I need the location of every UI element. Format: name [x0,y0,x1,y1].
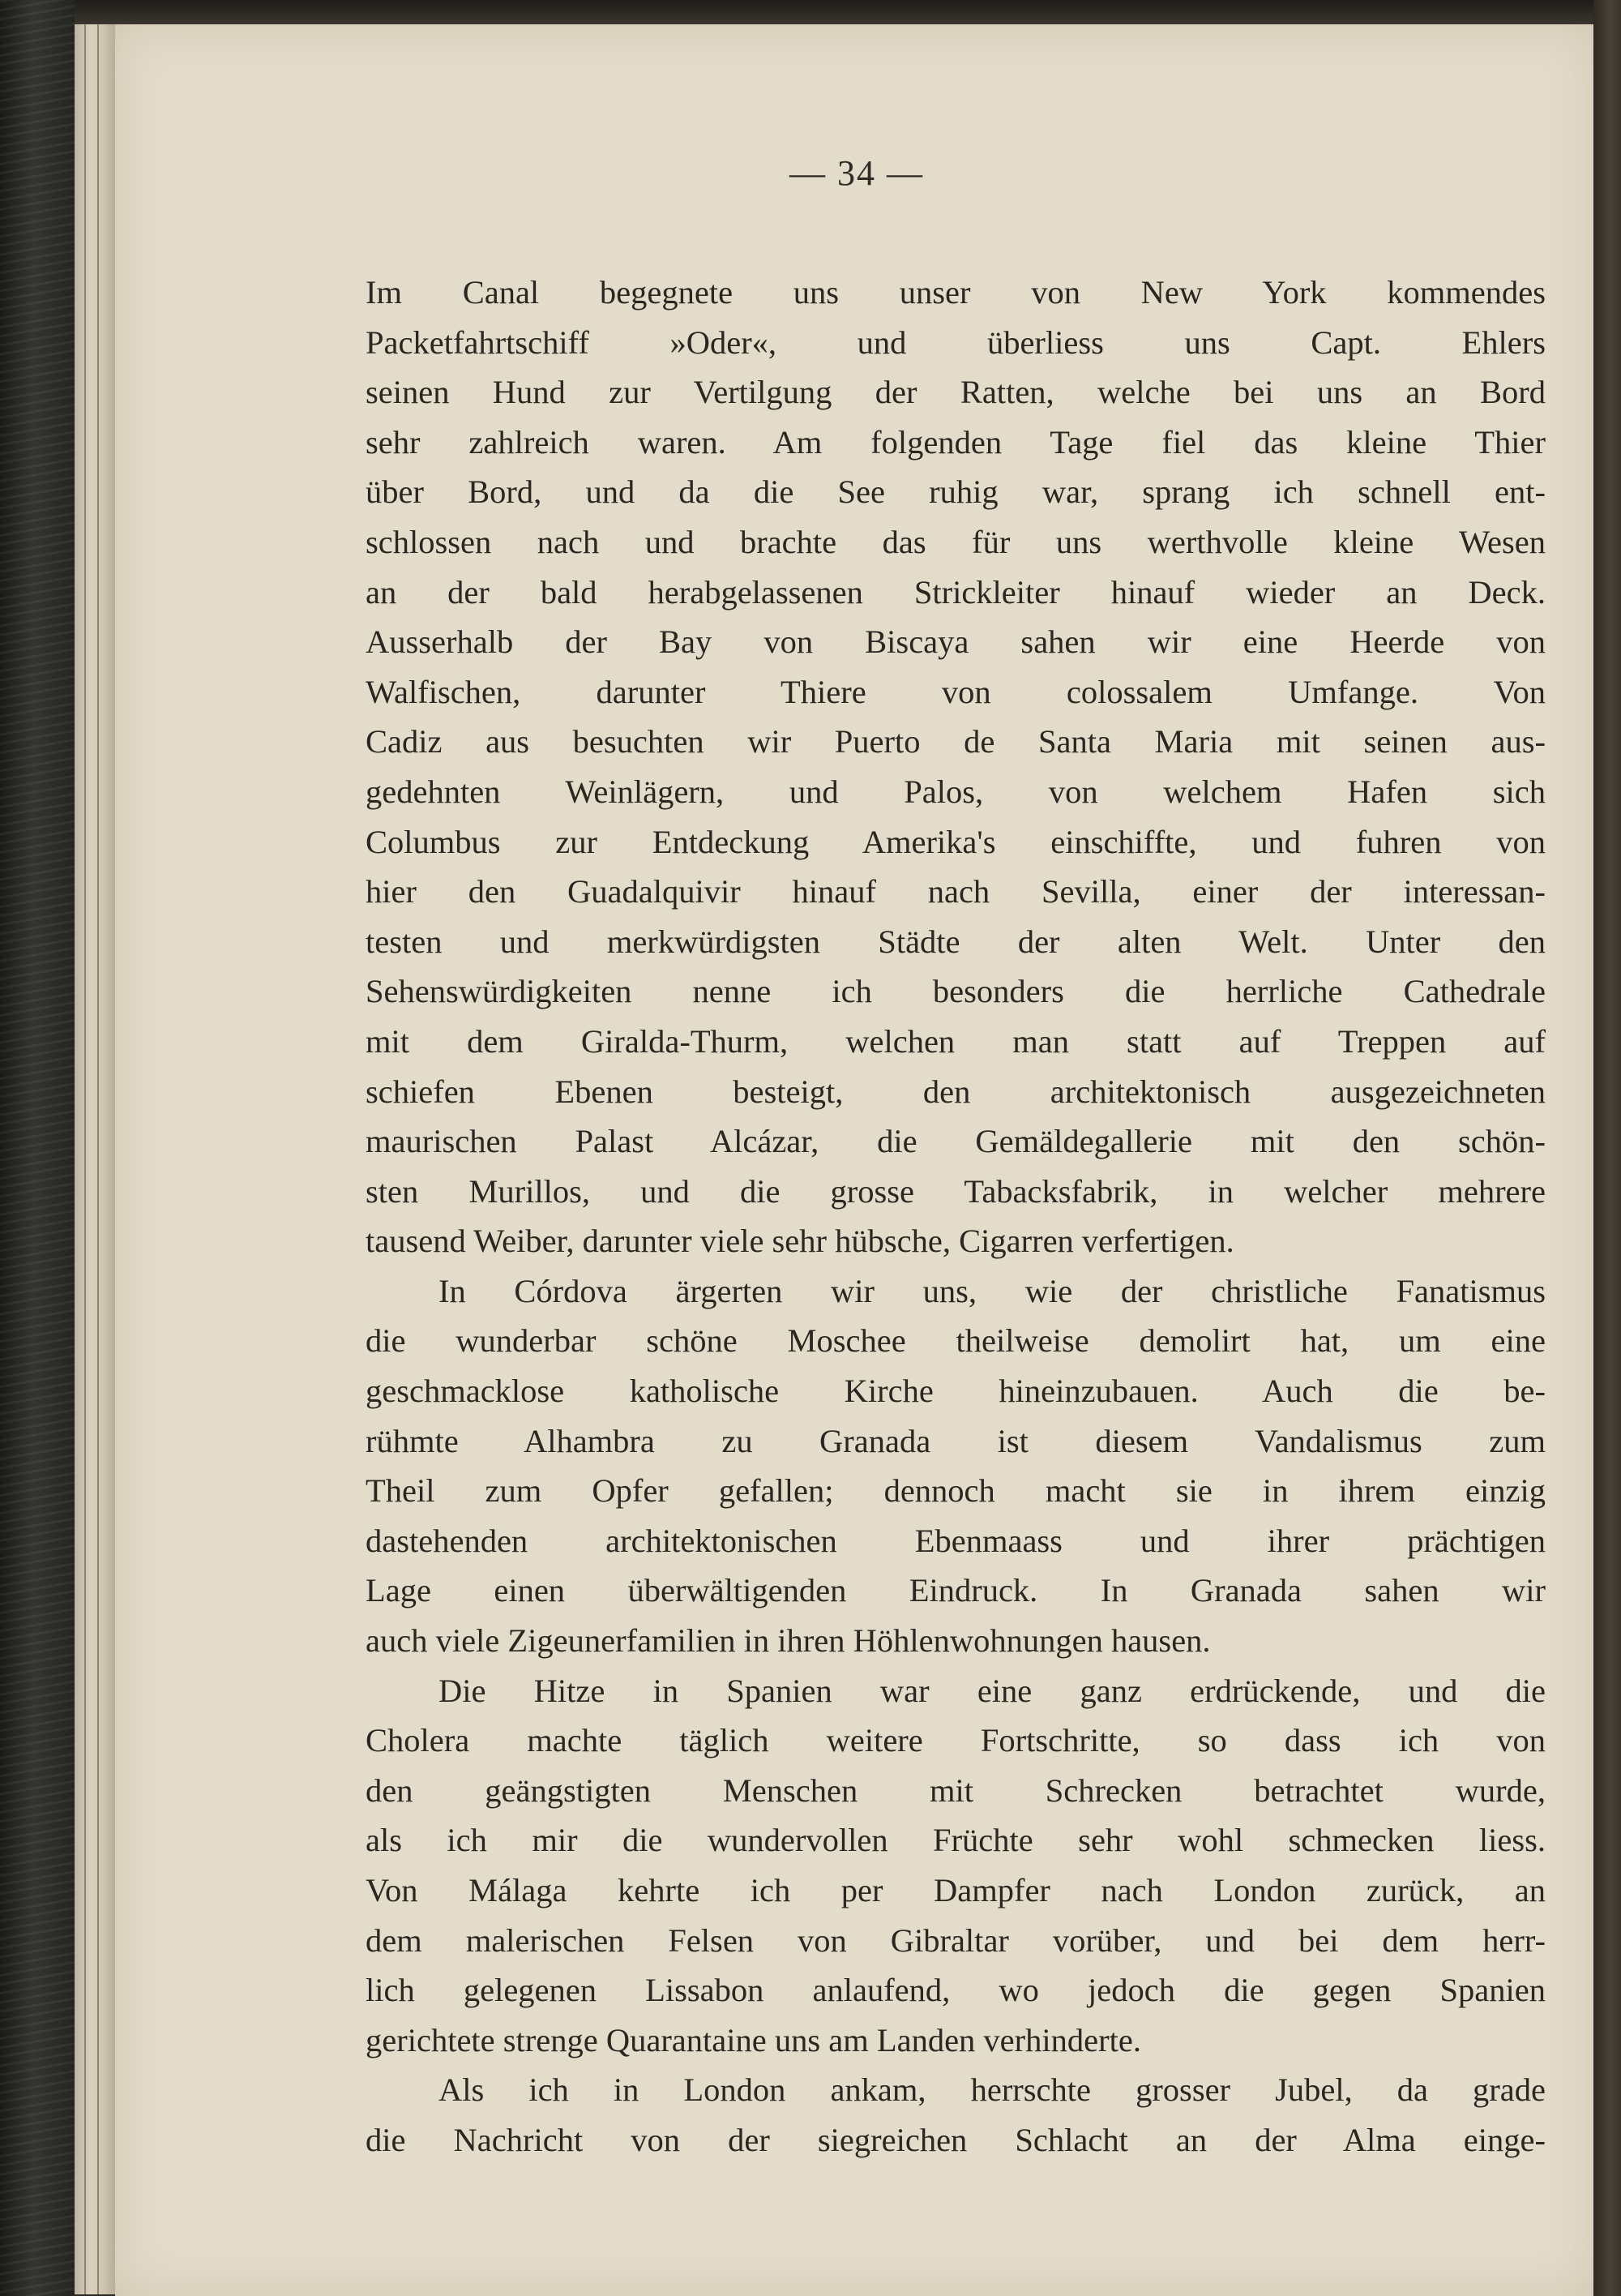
text-line: Theil zum Opfer gefallen; dennoch macht sie in ihrem einzig [366,1472,1546,1510]
text-line: die wunderbar schöne Moschee theilweise demolirt hat, um eine [366,1322,1546,1360]
text-line: als ich mir die wundervollen Früchte sehr wohl schmecken liess. [366,1822,1546,1859]
text-line: Im Canal begegnete uns unser von New York kommendes [366,274,1546,311]
text-line: geschmacklose katholische Kirche hineinzubauen. Auch die be- [366,1373,1546,1410]
text-line: seinen Hund zur Vertilgung der Ratten, welche bei uns an Bord [366,374,1546,411]
text-line: Walfischen, darunter Thiere von colossalem Umfange. Von [366,673,1546,710]
book-page [115,24,1593,2296]
book-spine [0,0,75,2296]
text-line: lich gelegenen Lissabon anlaufend, wo jedoch die gegen Spanien [366,1972,1546,2009]
text-line: den geängstigten Menschen mit Schrecken betrachtet wurde, [366,1771,1546,1809]
text-line: schlossen nach und brachte das für uns werthvolle kleine Wesen [366,523,1546,560]
text-line: Columbus zur Entdeckung Amerika's einschiffte, und fuhren von [366,823,1546,860]
book-right-edge [1593,0,1621,2296]
text-line: auch viele Zigeunerfamilien in ihren Höhlenwohnungen hausen. [366,1622,1211,1660]
text-line: Sehenswürdigkeiten nenne ich besonders die herrliche Cathedrale [366,973,1546,1010]
text-line: Die Hitze in Spanien war eine ganz erdrückende, und die [438,1672,1546,1709]
text-line: Cadiz aus besuchten wir Puerto de Santa Maria mit seinen aus- [366,723,1546,760]
text-line: Ausserhalb der Bay von Biscaya sahen wir eine Heerde von [366,623,1546,661]
text-line: Von Málaga kehrte ich per Dampfer nach London zurück, an [366,1872,1546,1908]
text-line: dem malerischen Felsen von Gibraltar vorüber, und bei dem herr- [366,1921,1546,1959]
text-line: sten Murillos, und die grosse Tabacksfabrik, in welcher mehrere [366,1172,1546,1210]
text-line: dastehenden architektonischen Ebenmaass und ihrer prächtigen [366,1522,1546,1559]
text-line: über Bord, und da die See ruhig war, sprang ich schnell ent- [366,473,1546,511]
text-line: gerichtete strenge Quarantaine uns am Landen verhinderte. [366,2021,1141,2058]
text-line: testen und merkwürdigsten Städte der alten Welt. Unter den [366,923,1546,960]
text-line: hier den Guadalquivir hinauf nach Sevilla, einer der interessan- [366,873,1546,910]
page-number: — 34 — [789,153,924,193]
text-line: mit dem Giralda-Thurm, welchen man statt auf Treppen auf [366,1022,1546,1060]
text-line: Cholera machte täglich weitere Fortschritte, so dass ich von [366,1722,1546,1759]
text-line: rühmte Alhambra zu Granada ist diesem Vandalismus zum [366,1422,1546,1459]
text-line: tausend Weiber, darunter viele sehr hübsche, Cigarren verfertigen. [366,1223,1234,1260]
text-line: Lage einen überwältigenden Eindruck. In Granada sahen wir [366,1572,1546,1609]
book-top-edge [75,0,1621,24]
text-line: an der bald herabgelassenen Strickleiter hinauf wieder an Deck. [366,573,1546,610]
text-line: Packetfahrtschiff »Oder«, und überliess uns Capt. Ehlers [366,323,1546,361]
text-line: schiefen Ebenen besteigt, den architektonisch ausgezeichneten [366,1073,1546,1110]
text-line: In Córdova ärgerten wir uns, wie der christliche Fanatismus [438,1272,1546,1309]
text-line: die Nachricht von der siegreichen Schlacht an der Alma einge- [366,2121,1546,2158]
text-line: maurischen Palast Alcázar, die Gemäldegallerie mit den schön- [366,1123,1546,1160]
body-text [366,268,1546,2165]
page-stack-edge [75,24,115,2294]
text-line: sehr zahlreich waren. Am folgenden Tage fiel das kleine Thier [366,423,1546,460]
text-line: gedehnten Weinlägern, und Palos, von welchem Hafen sich [366,773,1546,810]
text-line: Als ich in London ankam, herrschte grosser Jubel, da grade [438,2071,1546,2109]
